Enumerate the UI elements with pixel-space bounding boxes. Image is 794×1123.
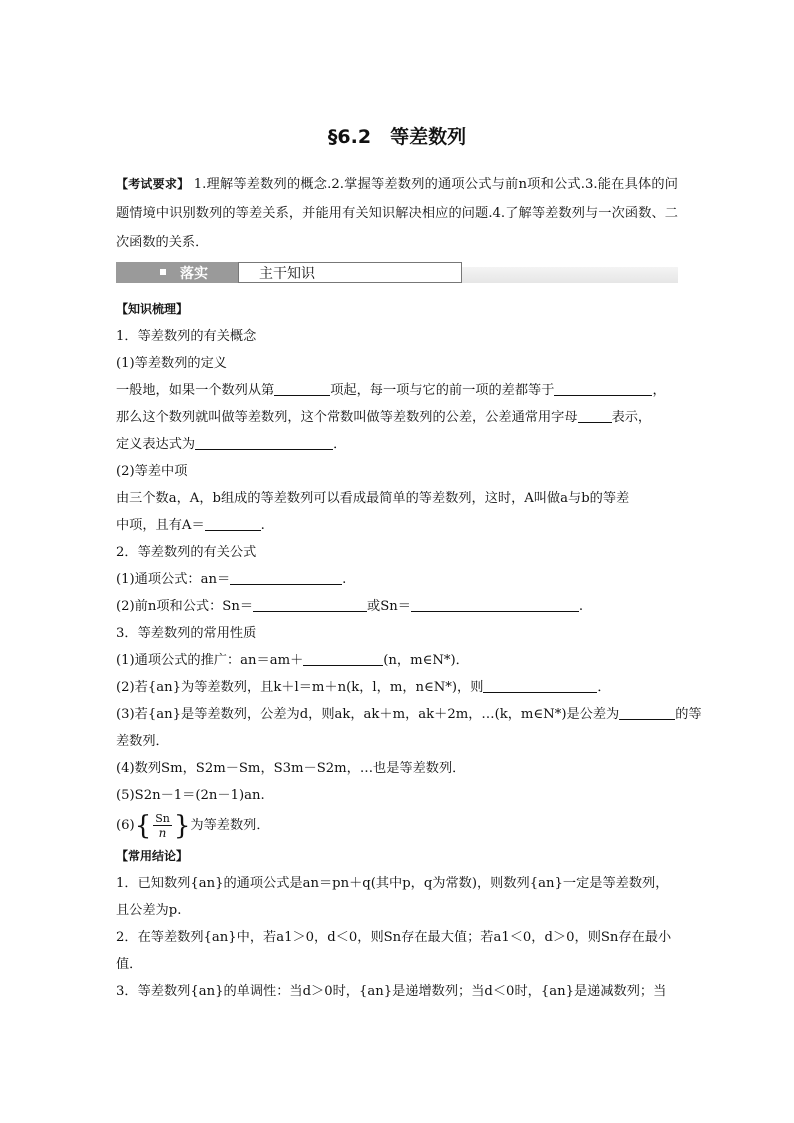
line-text: . bbox=[342, 572, 347, 587]
text-line bbox=[116, 728, 678, 755]
line-text: 项起，每一项与它的前一项的差都等于 bbox=[330, 383, 555, 398]
line-text: 1．等差数列的有关概念 bbox=[116, 329, 257, 344]
text-line bbox=[116, 755, 678, 782]
line-text: 3．等差数列{an}的单调性：当d＞0时，{an}是递增数列；当d＜0时，{an}是递减数列；当 bbox=[116, 984, 667, 999]
fill-blank bbox=[554, 381, 652, 396]
line-text: (1)等差数列的定义 bbox=[116, 356, 227, 371]
banner-dark bbox=[116, 262, 238, 283]
line-text: (2)等差中项 bbox=[116, 464, 188, 479]
fill-blank bbox=[195, 435, 333, 450]
section-heading: 【知识梳理】 bbox=[116, 302, 189, 316]
text-line bbox=[116, 566, 678, 593]
line-text: (1)通项公式：an＝ bbox=[116, 572, 231, 587]
fill-blank bbox=[411, 597, 579, 612]
right-brace: } bbox=[173, 810, 191, 841]
text-line bbox=[116, 701, 702, 728]
text-line bbox=[116, 809, 678, 843]
requirement-text: 1.理解等差数列的概念.2.掌握等差数列的通项公式与前n项和公式.3.能在具体的问题情境中识别数列的等差关系，并能用有关知识解决相应的问题.4.了解等差数列与一次函数、二次函数的关系． bbox=[116, 177, 678, 250]
fill-blank bbox=[230, 570, 342, 585]
text-line bbox=[116, 350, 678, 377]
line-text: 一般地，如果一个数列从第 bbox=[116, 383, 275, 398]
line-text: ． bbox=[333, 437, 347, 452]
fill-blank bbox=[578, 408, 612, 423]
line-text: . bbox=[260, 518, 265, 533]
fill-blank bbox=[619, 705, 675, 720]
line-text: 值． bbox=[116, 957, 143, 972]
line-text: 或Sn＝ bbox=[367, 599, 411, 614]
fraction-numerator: Sn bbox=[155, 811, 170, 825]
heading-conclusions bbox=[116, 843, 678, 870]
text-line bbox=[116, 870, 678, 897]
text-line bbox=[116, 593, 678, 620]
fill-blank bbox=[205, 516, 261, 531]
line-text: (5)S2n－1＝(2n－1)an. bbox=[116, 788, 265, 803]
line-text: 由三个数a，A，b组成的等差数列可以看成最简单的等差数列，这时，A叫做a与b的等差 bbox=[116, 491, 630, 506]
text-line bbox=[116, 431, 678, 458]
requirement-tag: 【考试要求】 bbox=[116, 177, 190, 191]
banner-fill bbox=[462, 267, 678, 283]
line-text: (4)数列Sm，S2m－Sm，S3m－S2m，…也是等差数列． bbox=[116, 761, 466, 776]
fraction-denominator: n bbox=[158, 825, 167, 840]
line-text: (2)前n项和公式：Sn＝ bbox=[116, 599, 254, 614]
text-line bbox=[116, 647, 678, 674]
text-line bbox=[116, 512, 678, 539]
text-line bbox=[116, 951, 678, 978]
text-line bbox=[116, 323, 678, 350]
text-line bbox=[116, 404, 678, 431]
line-text: . bbox=[578, 599, 584, 614]
line-text: (n，m∈N*)． bbox=[383, 653, 469, 668]
line-text: 2．在等差数列{an}中，若a1＞0，d＜0，则Sn存在最大值；若a1＜0，d＞0，则Sn存在最小 bbox=[116, 930, 672, 945]
text-line bbox=[116, 674, 678, 701]
line-text: 表示， bbox=[611, 410, 652, 425]
line-text: 为等差数列． bbox=[190, 818, 270, 833]
fraction bbox=[153, 812, 172, 840]
text-line bbox=[116, 782, 678, 809]
page-title: §6.2 等差数列 bbox=[327, 126, 467, 148]
fill-blank bbox=[483, 678, 597, 693]
line-text: (1)通项公式的推广：an＝am＋ bbox=[116, 653, 304, 668]
text-line bbox=[116, 539, 678, 566]
line-text: ． bbox=[597, 680, 611, 695]
text-line bbox=[116, 897, 678, 924]
text-line bbox=[116, 377, 678, 404]
line-text: 3．等差数列的常用性质 bbox=[116, 626, 257, 641]
text-line bbox=[116, 458, 678, 485]
text-line bbox=[116, 924, 678, 951]
banner-dark-label: 落实 bbox=[180, 266, 208, 282]
exam-requirements bbox=[116, 170, 678, 257]
heading-knowledge bbox=[116, 296, 678, 323]
fill-blank bbox=[303, 651, 383, 666]
square-bullet-icon bbox=[160, 269, 166, 275]
line-text: (2)若{an}为等差数列，且k＋l＝m＋n(k，l，m，n∈N*)，则 bbox=[116, 680, 484, 695]
banner-light bbox=[238, 262, 462, 283]
line-text: 且公差为p. bbox=[116, 903, 182, 918]
line-text: 那么这个数列就叫做等差数列，这个常数叫做等差数列的公差，公差通常用字母 bbox=[116, 410, 578, 425]
fill-blank bbox=[274, 381, 330, 396]
line-text: 1．已知数列{an}的通项公式是an＝pn＋q(其中p，q为常数)，则数列{an}一定是等差数列， bbox=[116, 876, 669, 891]
line-text: 定义表达式为 bbox=[116, 437, 196, 452]
fill-blank bbox=[253, 597, 367, 612]
content-body bbox=[116, 296, 702, 1005]
line-text: 2．等差数列的有关公式 bbox=[116, 545, 257, 560]
section-banner bbox=[116, 262, 678, 283]
line-text: (3)若{an}是等差数列，公差为d，则ak，ak＋m，ak＋2m，…(k，m∈N*)是公差为 bbox=[116, 707, 620, 722]
line-text: 差数列． bbox=[116, 734, 169, 749]
line-text: ， bbox=[652, 383, 666, 398]
left-brace: { bbox=[134, 810, 152, 841]
section-heading: 【常用结论】 bbox=[116, 849, 189, 863]
banner-light-label: 主干知识 bbox=[259, 266, 315, 282]
text-line bbox=[116, 485, 678, 512]
text-line bbox=[116, 620, 678, 647]
text-line bbox=[116, 978, 678, 1005]
line-text: 的等 bbox=[675, 707, 702, 722]
line-text: 中项，且有A＝ bbox=[116, 518, 205, 533]
line-text: (6) bbox=[116, 818, 135, 833]
